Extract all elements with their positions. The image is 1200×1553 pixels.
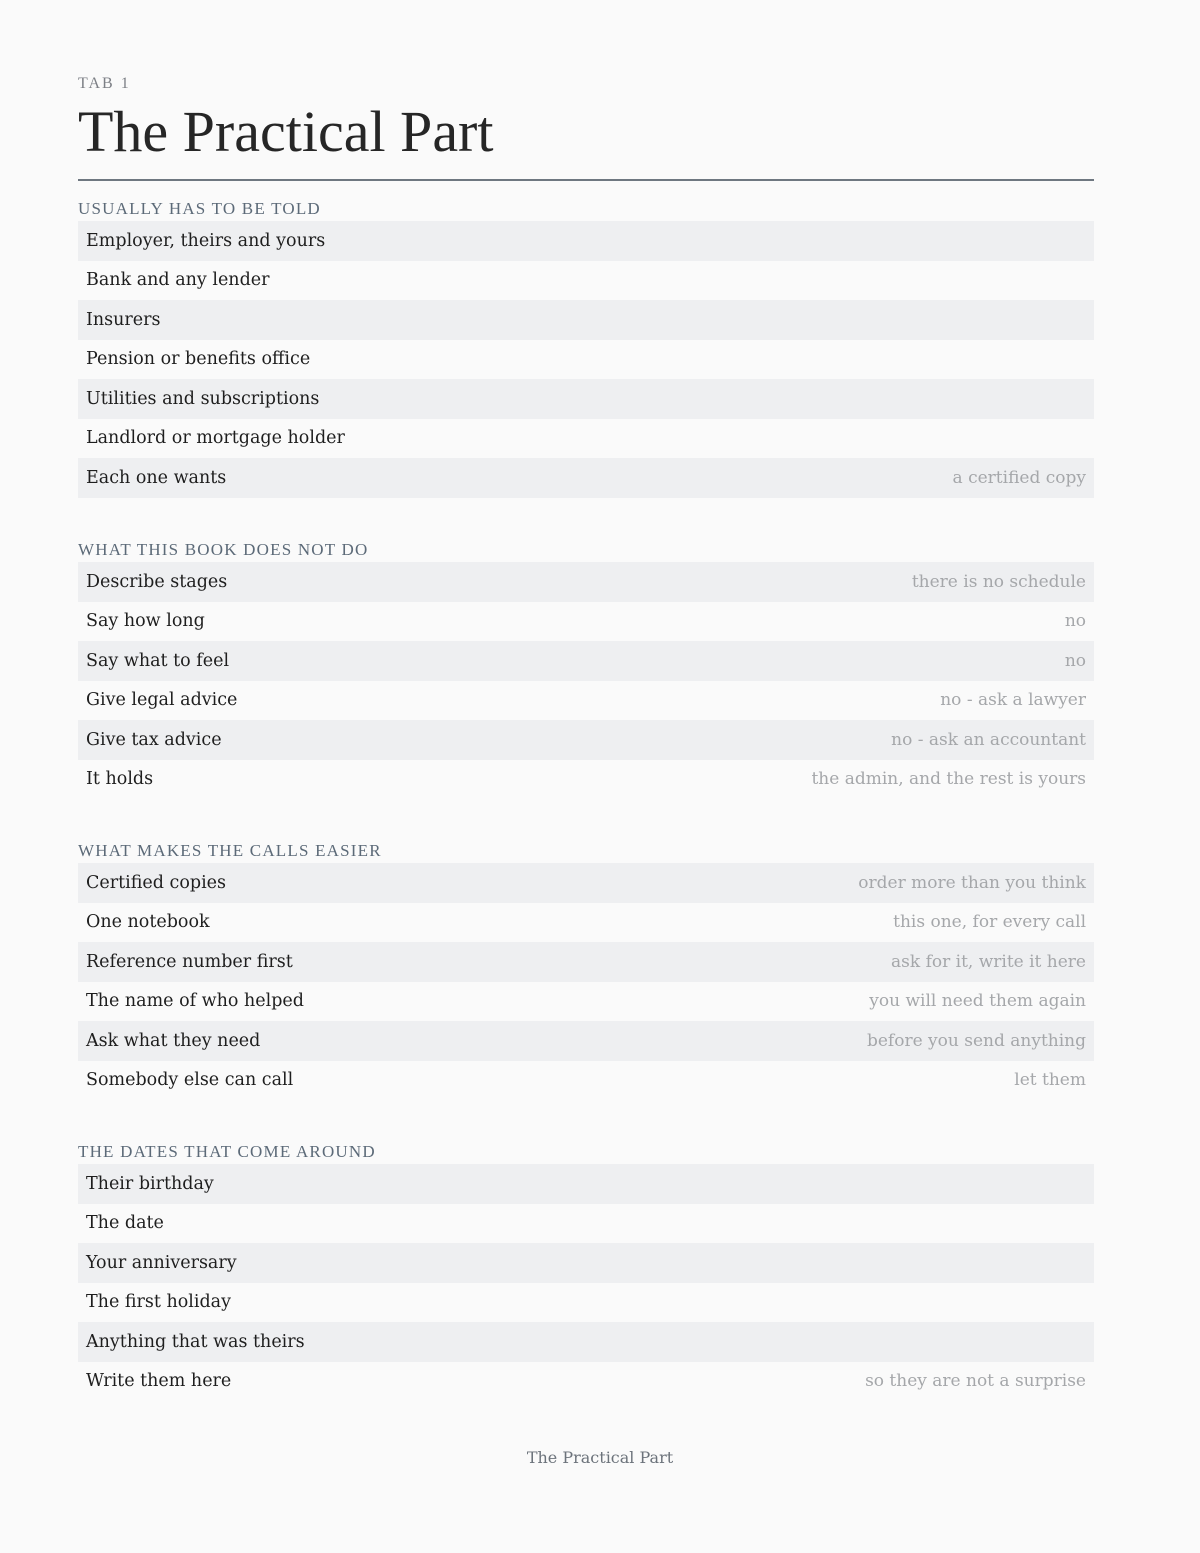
section-rows <box>78 221 1094 498</box>
section-heading: WHAT MAKES THE CALLS EASIER <box>78 841 382 860</box>
list-row <box>78 903 1094 943</box>
row-label: The first holiday <box>86 1292 231 1313</box>
list-row <box>78 300 1094 340</box>
row-note: no - ask an accountant <box>891 729 1086 750</box>
list-row <box>78 760 1094 800</box>
list-row <box>78 340 1094 380</box>
section-rows <box>78 863 1094 1100</box>
row-label: Each one wants <box>86 467 227 488</box>
row-label: Say what to feel <box>86 650 230 671</box>
row-label: Certified copies <box>86 872 227 893</box>
row-label: Say how long <box>86 611 205 632</box>
list-row <box>78 1283 1094 1323</box>
row-label: Reference number first <box>86 951 293 972</box>
section-the-dates-that-come-around <box>78 1140 1094 1401</box>
list-row <box>78 863 1094 903</box>
list-row <box>78 1061 1094 1101</box>
row-label: Employer, theirs and yours <box>86 230 326 251</box>
section-heading: WHAT THIS BOOK DOES NOT DO <box>78 540 369 559</box>
row-note: before you send anything <box>866 1030 1086 1051</box>
row-note: ask for it, write it here <box>891 951 1086 972</box>
row-note: so they are not a surprise <box>865 1371 1086 1392</box>
row-note: no <box>1064 611 1086 632</box>
section-what-this-book-does-not-do <box>78 538 1094 799</box>
list-row <box>78 1243 1094 1283</box>
page-title: The Practical Part <box>78 99 494 164</box>
tab-label: TAB 1 <box>78 75 131 92</box>
list-row <box>78 1204 1094 1244</box>
section-usually-has-to-be-told <box>78 197 1094 498</box>
row-label: Ask what they need <box>86 1030 261 1051</box>
row-label: Write them here <box>86 1371 232 1392</box>
row-label: Give legal advice <box>86 690 238 711</box>
row-note: no - ask a lawyer <box>940 690 1086 711</box>
section-heading: USUALLY HAS TO BE TOLD <box>78 199 321 218</box>
list-row <box>78 681 1094 721</box>
row-note: you will need them again <box>869 991 1086 1012</box>
row-label: The date <box>86 1213 164 1234</box>
row-note: no <box>1064 650 1086 671</box>
row-note: the admin, and the rest is yours <box>811 769 1086 790</box>
list-row <box>78 419 1094 459</box>
row-label: One notebook <box>86 912 210 933</box>
list-row <box>78 1021 1094 1061</box>
list-row <box>78 458 1094 498</box>
page-footer: The Practical Part <box>526 1448 674 1467</box>
list-row <box>78 720 1094 760</box>
row-label: Utilities and subscriptions <box>86 388 320 409</box>
row-note: a certified copy <box>952 467 1086 488</box>
row-note: let them <box>1014 1070 1086 1091</box>
row-label: Somebody else can call <box>86 1070 294 1091</box>
list-row <box>78 261 1094 301</box>
row-label: It holds <box>86 769 154 790</box>
row-label: Bank and any lender <box>86 270 270 291</box>
list-row <box>78 641 1094 681</box>
row-label: Their birthday <box>86 1173 214 1194</box>
row-label: Pension or benefits office <box>86 349 311 370</box>
row-note: this one, for every call <box>893 912 1086 933</box>
list-row <box>78 379 1094 419</box>
section-rows <box>78 1164 1094 1401</box>
row-note: there is no schedule <box>911 571 1086 592</box>
list-row <box>78 1164 1094 1204</box>
row-label: Landlord or mortgage holder <box>86 428 345 449</box>
row-label: Anything that was theirs <box>86 1331 305 1352</box>
row-label: Give tax advice <box>86 729 222 750</box>
list-row <box>78 982 1094 1022</box>
row-label: Your anniversary <box>86 1252 237 1273</box>
list-row <box>78 602 1094 642</box>
list-row <box>78 1362 1094 1402</box>
row-label: Insurers <box>86 309 161 330</box>
row-label: The name of who helped <box>86 991 304 1012</box>
section-heading: THE DATES THAT COME AROUND <box>78 1142 376 1161</box>
list-row <box>78 221 1094 261</box>
section-what-makes-the-calls-easier <box>78 839 1094 1100</box>
title-divider <box>78 179 1094 181</box>
list-row <box>78 942 1094 982</box>
row-note: order more than you think <box>858 872 1086 893</box>
section-rows <box>78 562 1094 799</box>
list-row <box>78 1322 1094 1362</box>
row-label: Describe stages <box>86 571 228 592</box>
list-row <box>78 562 1094 602</box>
